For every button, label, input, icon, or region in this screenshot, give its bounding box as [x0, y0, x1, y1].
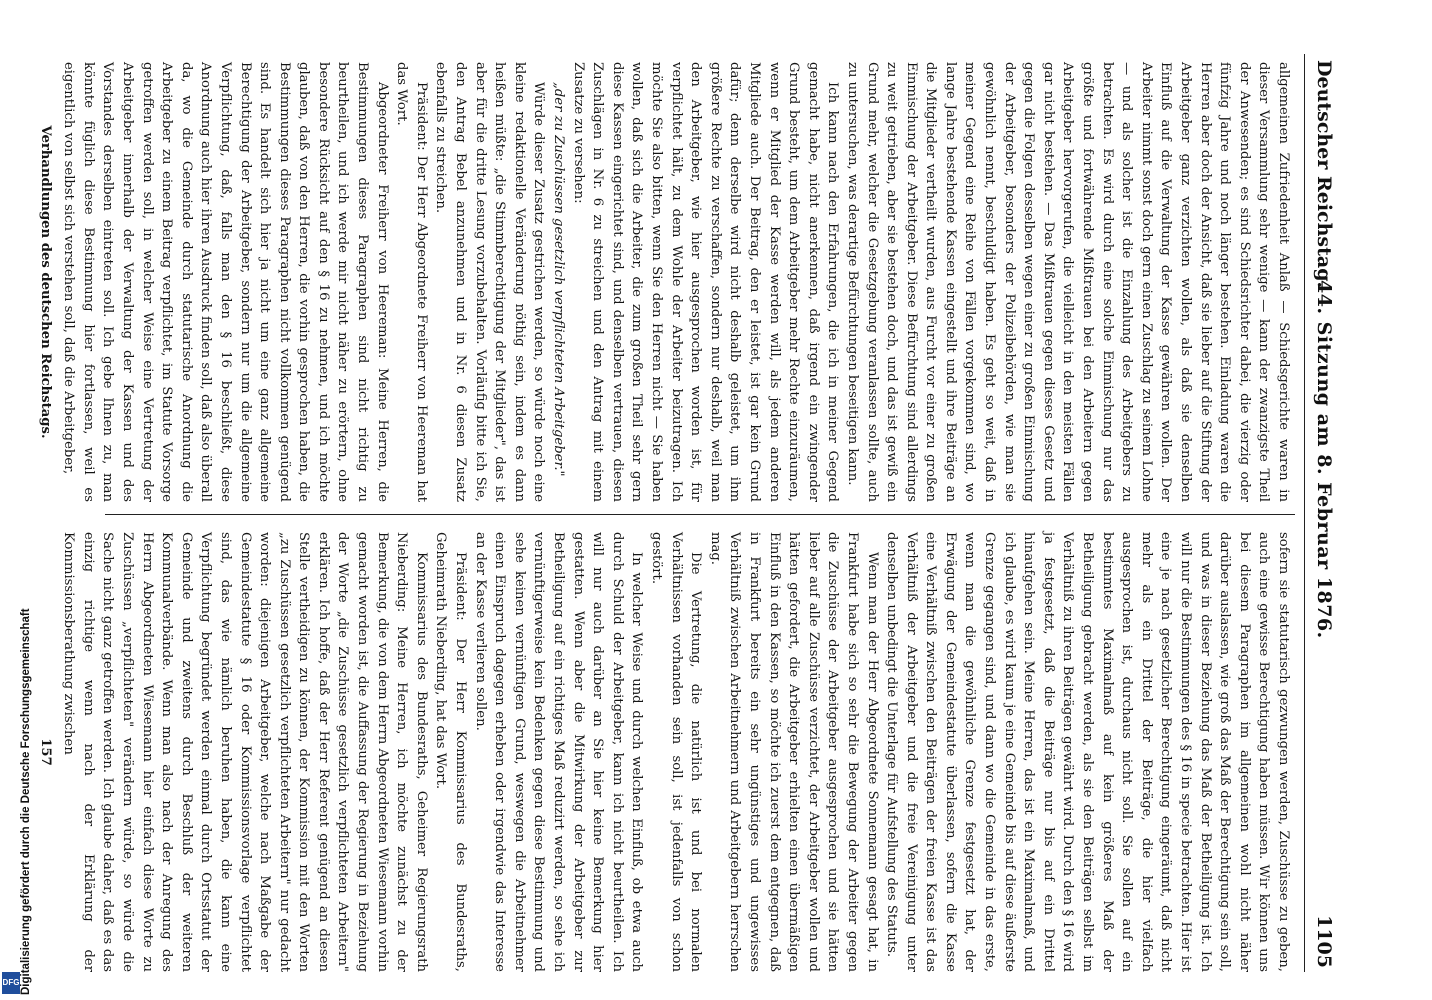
digitization-credit [2, 0, 32, 1000]
paragraph: Wenn man der Herr Abgeordnete Sonnemann gesagt hat, in Frankfurt habe sich so sehr die Bewegung der Arbeiter gegen die Zuschüsse der Arbeitgeber ausgesprochen und sie hätten lieber auf alle Zuschüsse verzichtet, der Arbeitgeber wollen und hätten gefordert, die Arbeitgeber erhielten einen übermäßigen Einfluß in den Kassen, so möchte ich zuerst dem entgegnen, daß in Frankfurt bereits ein sehr ungünstiges und ungewisses Verhältniß zwischen Arbeitnehmern und Arbeitgebern herrschen mag. [707, 532, 880, 972]
paragraph: Kommissarius des Bundesraths, Geheimer Regierungsrath Nieberding: Meine Herren, ich möchte zunächst zu der Bemerkung, die von dem Herrn Abgeordneten Wiesemann vorhin gemacht worden ist, die Auffassung der Regierung in Beziehung der Worte „die Zuschüsse gesetzlich verpflichteten Arbeitern" erklären. Ich hoffe, daß der Herr Referent genügend an diesen Stelle vertheidigen zu können, der Kommission mit den Worten „zu Zuschüssen gesetzlich verpflichteten Arbeitern" nur gedacht worden: diejenigen Arbeitgeber, welche nach Maßgabe der Gemeindestatute § 16 oder Kommissionsvorlage verpflichtet sind, das wie nämlich beruhen haben, die kann eine Verpflichtung begründet werden einmal durch Ortsstatut der Gemeinde und zweitens durch Beschluß der weiteren Kommunalverbände. Wenn man also nach der Anregung des Herrn Abgeordneten Wiesemann hier einfach diese Worte zu Zuschüssen „verpflichteten" verändern würde, so würde die Sache nicht ganz getroffen werden. Ich glaube daher, daß es das einzig richtige wenn nach der Erklärung der Kommissionsberathung zwischen [61, 532, 429, 972]
paragraph: Präsident: Der Herr Abgeordnete Freiherr von Heereman hat das Wort. [394, 62, 429, 502]
paragraph: allgemeinen Zufriedenheit Anlaß — Schiedsgerichte waren in dieser Versammlung sehr wenige — kann der zwanzigste Theil der Anwesenden; es sind Schiedsrichter dabei, die vierzig oder fünfzig Jahre und noch länger bestehen. Einladung waren die Herren aber doch der Ansicht, daß sie lieber auf die Stiftung der Arbeitgeber ganz verzichten wollen, als daß sie denselben Einfluß auf die Verwaltung der Kasse gewähren wollen. Der Arbeiter nimmt sonst doch gern einen Zuschlag zu seinem Lohne — und als solcher ist die Einzahlung des Arbeitgebers zu betrachten. Es wird durch eine solche Einmischung nur das größte und fortwährende Mißtrauen bei den Arbeitern gegen Arbeitgeber hervorgerufen, die vielleicht in den meisten Fällen gar nicht bestehen. — Das Mißtrauen gegen dieses Gesetz und gegen die Folgen desselben wegen einer zu großen Einmischung der Arbeitgeber, besonders der Polizeibehörden, wie man sie gewöhnlich nennt, beschuldigt haben. Es geht so weit, daß in meiner Gegend eine Reihe von Fällen vorgekommen sind, wo lange Jahre bestehende Kassen eingestellt und ihre Beiträge an die Mitglieder vertheilt wurden, aus Furcht vor einer zu großen Einmischung der Arbeitgeber. Diese Befürchtung sind allerdings zu weit getrieben, aber sie bestehen doch, und das ist gewiß ein Grund mehr, welcher die Gesetzgebung veranlassen sollte, auch zu untersuchen, was derartige Befürchtungen beseitigen kann. [844, 62, 1291, 502]
header-publication: Deutscher Reichstag. [1313, 60, 1335, 289]
header-rule [1304, 54, 1305, 972]
paragraph: Präsident: Der Herr Kommissarius des Bundesraths, Geheimrath Nieberding, hat das Wort. [433, 532, 469, 972]
page-header [1299, 60, 1339, 968]
paragraph: sofern sie statutarisch gezwungen werden, Zuschüsse zu geben, auch eine gewisse Berechtigung haben müssen. Wir können uns bei diesem Paragraphen im allgemeinen wohl nicht näher darüber auslassen, wie groß das Maß der Berechtigung sein soll, und was in dieser Beziehung das Maß der Betheiligung ist. Ich will nur die Bestimmungen des § 16 in specie betrachten. Hier ist eine je nach gesetzlicher Berechtigung eingeräumt, daß nicht mehr als ein Drittel der Beiträge, die hier vielfach ausgesprochen ist, durchaus nicht soll. Sie sollen auf ein bestimmtes Maximalmaß auf kein größeres Maß der Betheiligung gebracht werden, als sie den Beiträgen selbst im Verhältniß zu ihren Beiträgen gewährt wird. Durch den § 16 wird ja festgesetzt, daß die Beiträge nur bis auf ein Drittel hinaufgehen sein. Meine Herren, das ist ein Maximalmaß, und ich glaube, es wird kaum je eine Gemeinde bis auf diese äußerste Grenze gegangen sind, und dann wo die Gemeinde in das erste, wenn man die gewöhnliche Grenze festgesetzt hat, der Erwägung der Gemeindestatute überlassen, sofern die Kasse eine Verhältniß zwischen den Beiträgen der freien Kasse ist das Verhältniß der Arbeitgeber und die freie Vereinigung unter denselben unbedingt die Unterlage für Aufstellung des Statuts. [884, 532, 1291, 972]
header-session: 44. Sitzung am 8. Februar 1876. [1313, 280, 1335, 639]
paragraph: Würde dieser Zusatz gestrichen werden, so würde noch eine kleine redaktionelle Veränderung nöthig sein, indem es dann heißen müßte: „die Stimmberechtigung der Mitglieder", das ist aber für die dritte Lesung vorzubehalten. Vorläufig bitte ich Sie, den Antrag Bebel anzunehmen und in Nr. 6 diesen Zusatz ebenfalls zu streichen. [433, 62, 547, 502]
column-divider [105, 514, 1295, 515]
header-page-number: 1105 [1313, 915, 1335, 968]
paragraph: Verhandlungen des deutschen Reichstags. [37, 125, 53, 439]
digitization-credit-text: Digitalisierung gefördert durch die Deutsche Forschungsgemeinschaft [20, 608, 32, 995]
paragraph: Abgeordneter Freiherr von Heereman: Meine Herren, die Bestimmungen dieses Paragraphen sind nicht richtig zu beurtheilen, und ich werde mir nicht näher zu erörtern, ohne besondere Rücksicht auf den § 16 zu nehmen, und ich möchte glauben, daß von den Herren, die vorhin gesprochen haben, die Bestimmungen dieses Paragraphen nicht vollkommen genügend sind. Es handelt sich hier ja nicht um eine ganz allgemeine Berechtigung der Arbeitgeber, sondern nur um die allgemeine Verpflichtung, daß, falls man den § 16 beschließt, diese Anordnung auch hier ihren Ausdruck finden soll, daß also überall da, wo die Gemeinde durch statutarische Anordnung die Arbeitgeber zu einem Beitrag verpflichtet, im Statute Vorsorge getroffen werden soll, in welcher Weise eine Vertretung der Arbeitgeber innerhalb der Verwaltung der Kassen und des Vorstandes derselben eintreten soll. Ich gebe Ihnen zu, man könnte füglich diese Bestimmung hier fortlassen, weil es eigentlich von selbst sich verstehen soll, daß die Arbeitgeber, [61, 62, 390, 502]
paragraph: Die Vertretung, die natürlich ist und bei normalen Verhältnissen vorhanden sein soll, ist jedenfalls von schon gestört. [649, 532, 704, 972]
right-column [35, 532, 1293, 972]
paragraph: „der zu Zuschüssen gesetzlich verpflichteten Arbeitgeber." [551, 82, 567, 477]
paragraph: In welcher Weise und durch welchen Einfluß, ob etwa auch durch Schuld der Arbeitgeber, kann ich nicht beurtheilen. Ich will nur auch darüber an Sie hier keine Bemerkung hier gestatten. Wenn aber die Mitwirkung der Arbeitgeber zur Betheiligung auf ein richtiges Maß reduzirt werden, so sehe ich vernünftigerweise kein Bedenken gegen diese Bestimmung und sehe keinen vernünftigen Grund, weswegen die Arbeitnehmer einen Einspruch dagegen erheben oder irgendwie das Interesse an der Kasse verlieren sollen. [472, 532, 645, 972]
paragraph: Ich kann nach den Erfahrungen, die ich in meiner Gegend gemacht habe, nicht anerkennen, daß irgend ein zwingender Grund besteht, um dem Arbeitgeber mehr Rechte einzuräumen, wenn er Mitglied der Kasse werden will, als jedem anderen Mitgliede auch. Der Beitrag, den er leistet, ist gar kein Grund dafür; denn derselbe wird nicht deshalb geleistet, um ihm größere Rechte zu verschaffen, sondern nur deshalb, weil man den Arbeitgeber, wie hier ausgesprochen worden ist, für verpflichtet hält, zu dem Wohle der Arbeiter beizutragen. Ich möchte Sie also bitten, wenn Sie den Herren nicht — Sie haben wollen, daß sich die Arbeiter, die zum großen Theil sehr gern diese Kassen eingerichtet sind, und denselben vertrauen, diesen Zuschlägen in Nr. 6 zu streichen und den Antrag mit einem Zusatze zu versehen: [570, 62, 841, 502]
scanned-page-rotated [37, 48, 1345, 978]
paragraph: 157 [37, 738, 53, 766]
dfg-logo-badge: DFG [2, 972, 20, 994]
left-column [35, 62, 1293, 502]
